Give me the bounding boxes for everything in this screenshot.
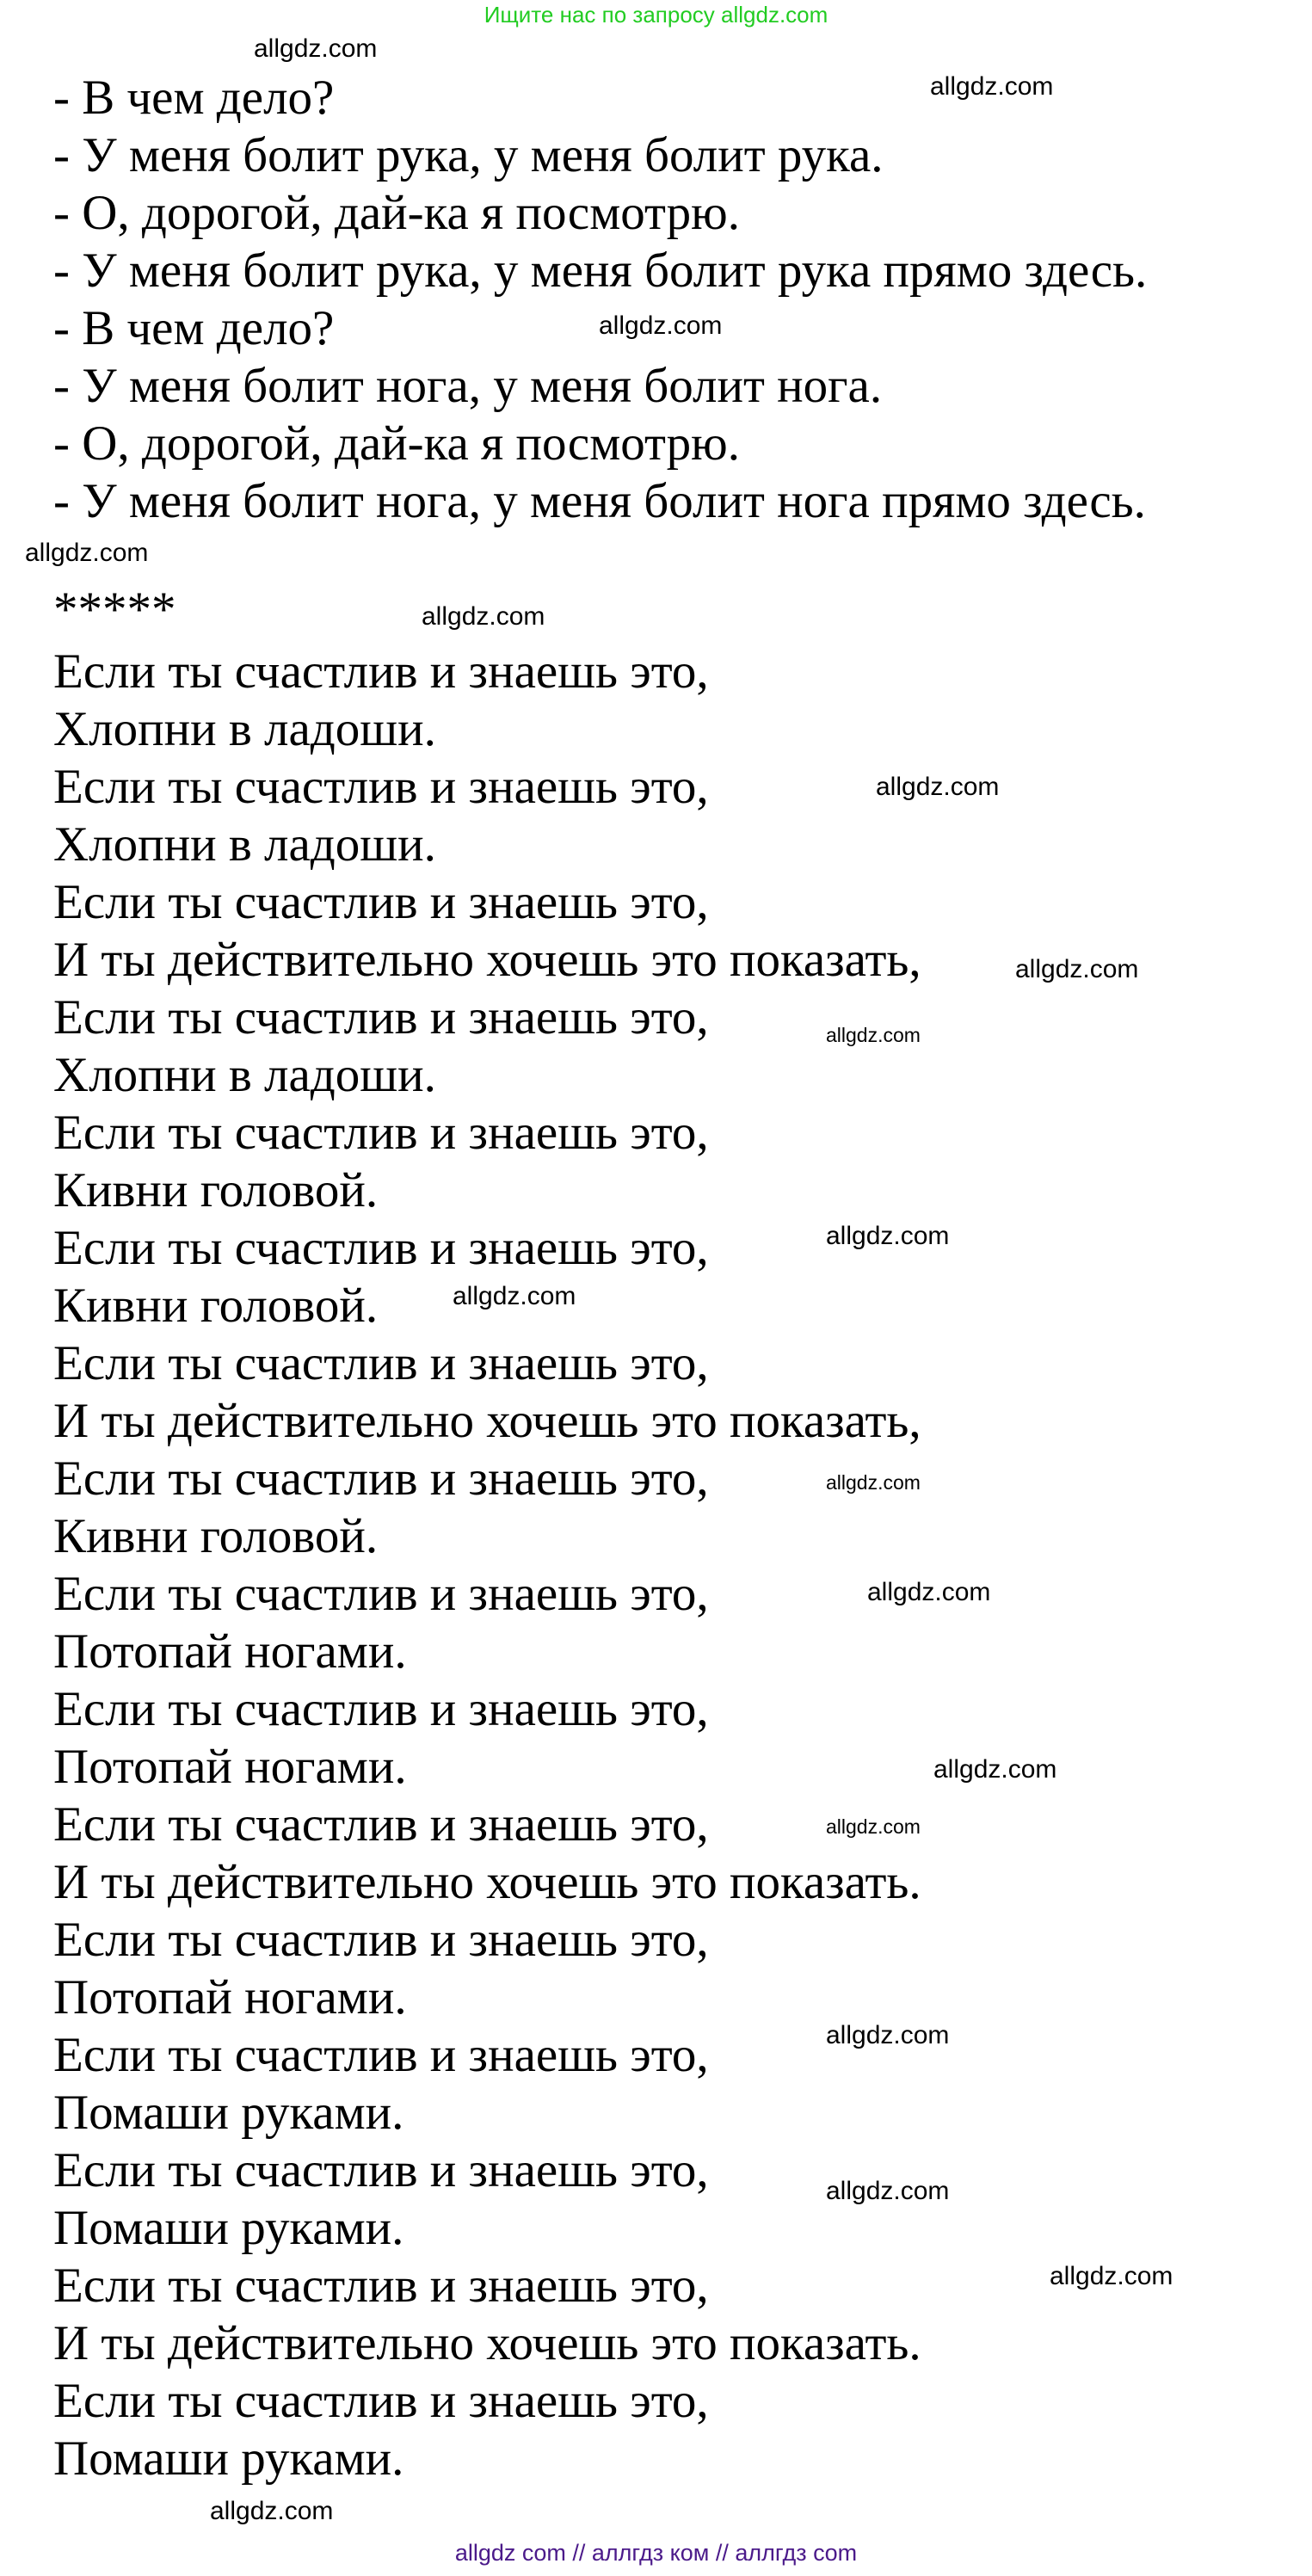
- song-line: Хлопни в ладоши.: [53, 702, 436, 756]
- watermark-text: allgdz.com: [826, 1024, 921, 1046]
- watermark-text: allgdz.com: [930, 72, 1054, 101]
- song-line: Помаши руками.: [53, 2201, 404, 2255]
- dialogue-line: - В чем дело?: [53, 301, 335, 355]
- song-line: Если ты счастлив и знаешь это,: [53, 2143, 709, 2197]
- dialogue-line: - О, дорогой, дай-ка я посмотрю.: [53, 416, 740, 471]
- song-line: Если ты счастлив и знаешь это,: [53, 1451, 709, 1506]
- song-line: Потопай ногами.: [53, 1970, 407, 2024]
- song-line: Кивни головой.: [53, 1279, 379, 1333]
- song-line: Если ты счастлив и знаешь это,: [53, 1913, 709, 1967]
- watermark-text: allgdz.com: [867, 1578, 991, 1606]
- watermark-text: allgdz.com: [876, 773, 1000, 801]
- dialogue-line: - У меня болит нога, у меня болит нога.: [53, 359, 883, 413]
- song-line: Если ты счастлив и знаешь это,: [53, 875, 709, 929]
- watermark-text: allgdz.com: [1015, 955, 1139, 983]
- watermark-text: allgdz.com: [933, 1755, 1057, 1784]
- dialogue-line: - О, дорогой, дай-ка я посмотрю.: [53, 186, 740, 240]
- song-line: Потопай ногами.: [53, 1740, 407, 1794]
- dialogue-line: - У меня болит рука, у меня болит рука прямо здесь.: [53, 243, 1148, 298]
- watermark-text: allgdz.com: [826, 1471, 921, 1494]
- watermark-text: allgdz.com: [826, 2021, 950, 2049]
- song-line: Потопай ногами.: [53, 1624, 407, 1679]
- song-line: Помаши руками.: [53, 2086, 404, 2140]
- song-line: И ты действительно хочешь это показать,: [53, 933, 921, 987]
- song-line: Если ты счастлив и знаешь это,: [53, 990, 709, 1045]
- dialogue-line: - В чем дело?: [53, 71, 335, 125]
- dialogue-line: - У меня болит нога, у меня болит нога прямо здесь.: [53, 474, 1146, 528]
- song-line: И ты действительно хочешь это показать.: [53, 2316, 921, 2370]
- dialogue-line: - У меня болит рука, у меня болит рука.: [53, 128, 884, 182]
- watermark-text: allgdz.com: [210, 2497, 334, 2525]
- song-line: Кивни головой.: [53, 1163, 379, 1217]
- song-line: Если ты счастлив и знаешь это,: [53, 760, 709, 814]
- watermark-text: allgdz.com: [599, 311, 723, 340]
- song-line: Хлопни в ладоши.: [53, 1048, 436, 1102]
- search-banner[interactable]: Ищите нас по запросу allgdz.com: [484, 2, 828, 28]
- song-line: Если ты счастлив и знаешь это,: [53, 2028, 709, 2082]
- section-separator: *****: [53, 582, 176, 637]
- song-line: Если ты счастлив и знаешь это,: [53, 2374, 709, 2428]
- song-line: Если ты счастлив и знаешь это,: [53, 644, 709, 699]
- watermark-text: allgdz.com: [422, 602, 545, 631]
- watermark-text: allgdz.com: [826, 1222, 950, 1250]
- song-line: Если ты счастлив и знаешь это,: [53, 1221, 709, 1275]
- song-line: И ты действительно хочешь это показать.: [53, 1855, 921, 1909]
- watermark-text: allgdz.com: [1050, 2262, 1173, 2290]
- song-line: Если ты счастлив и знаешь это,: [53, 2259, 709, 2313]
- document-body: [53, 69, 1147, 2487]
- watermark-text: allgdz.com: [826, 2177, 950, 2205]
- song-line: Кивни головой.: [53, 1509, 379, 1563]
- watermark-text: allgdz.com: [826, 1815, 921, 1838]
- watermark-text: allgdz.com: [254, 34, 378, 63]
- song-line: И ты действительно хочешь это показать,: [53, 1394, 921, 1448]
- song-line: Если ты счастлив и знаешь это,: [53, 1682, 709, 1736]
- song-line: Помаши руками.: [53, 2431, 404, 2486]
- footer-links[interactable]: allgdz com // аллгдз ком // аллгдз com: [454, 2540, 858, 2566]
- song-line: Хлопни в ладоши.: [53, 817, 436, 872]
- song-line: Если ты счастлив и знаешь это,: [53, 1106, 709, 1160]
- song-line: Если ты счастлив и знаешь это,: [53, 1797, 709, 1852]
- song-block: [53, 643, 1147, 2487]
- song-line: Если ты счастлив и знаешь это,: [53, 1567, 709, 1621]
- watermark-text: allgdz.com: [453, 1282, 576, 1310]
- song-line: Если ты счастлив и знаешь это,: [53, 1336, 709, 1390]
- dialogue-block: [53, 69, 1147, 530]
- watermark-text: allgdz.com: [25, 539, 149, 567]
